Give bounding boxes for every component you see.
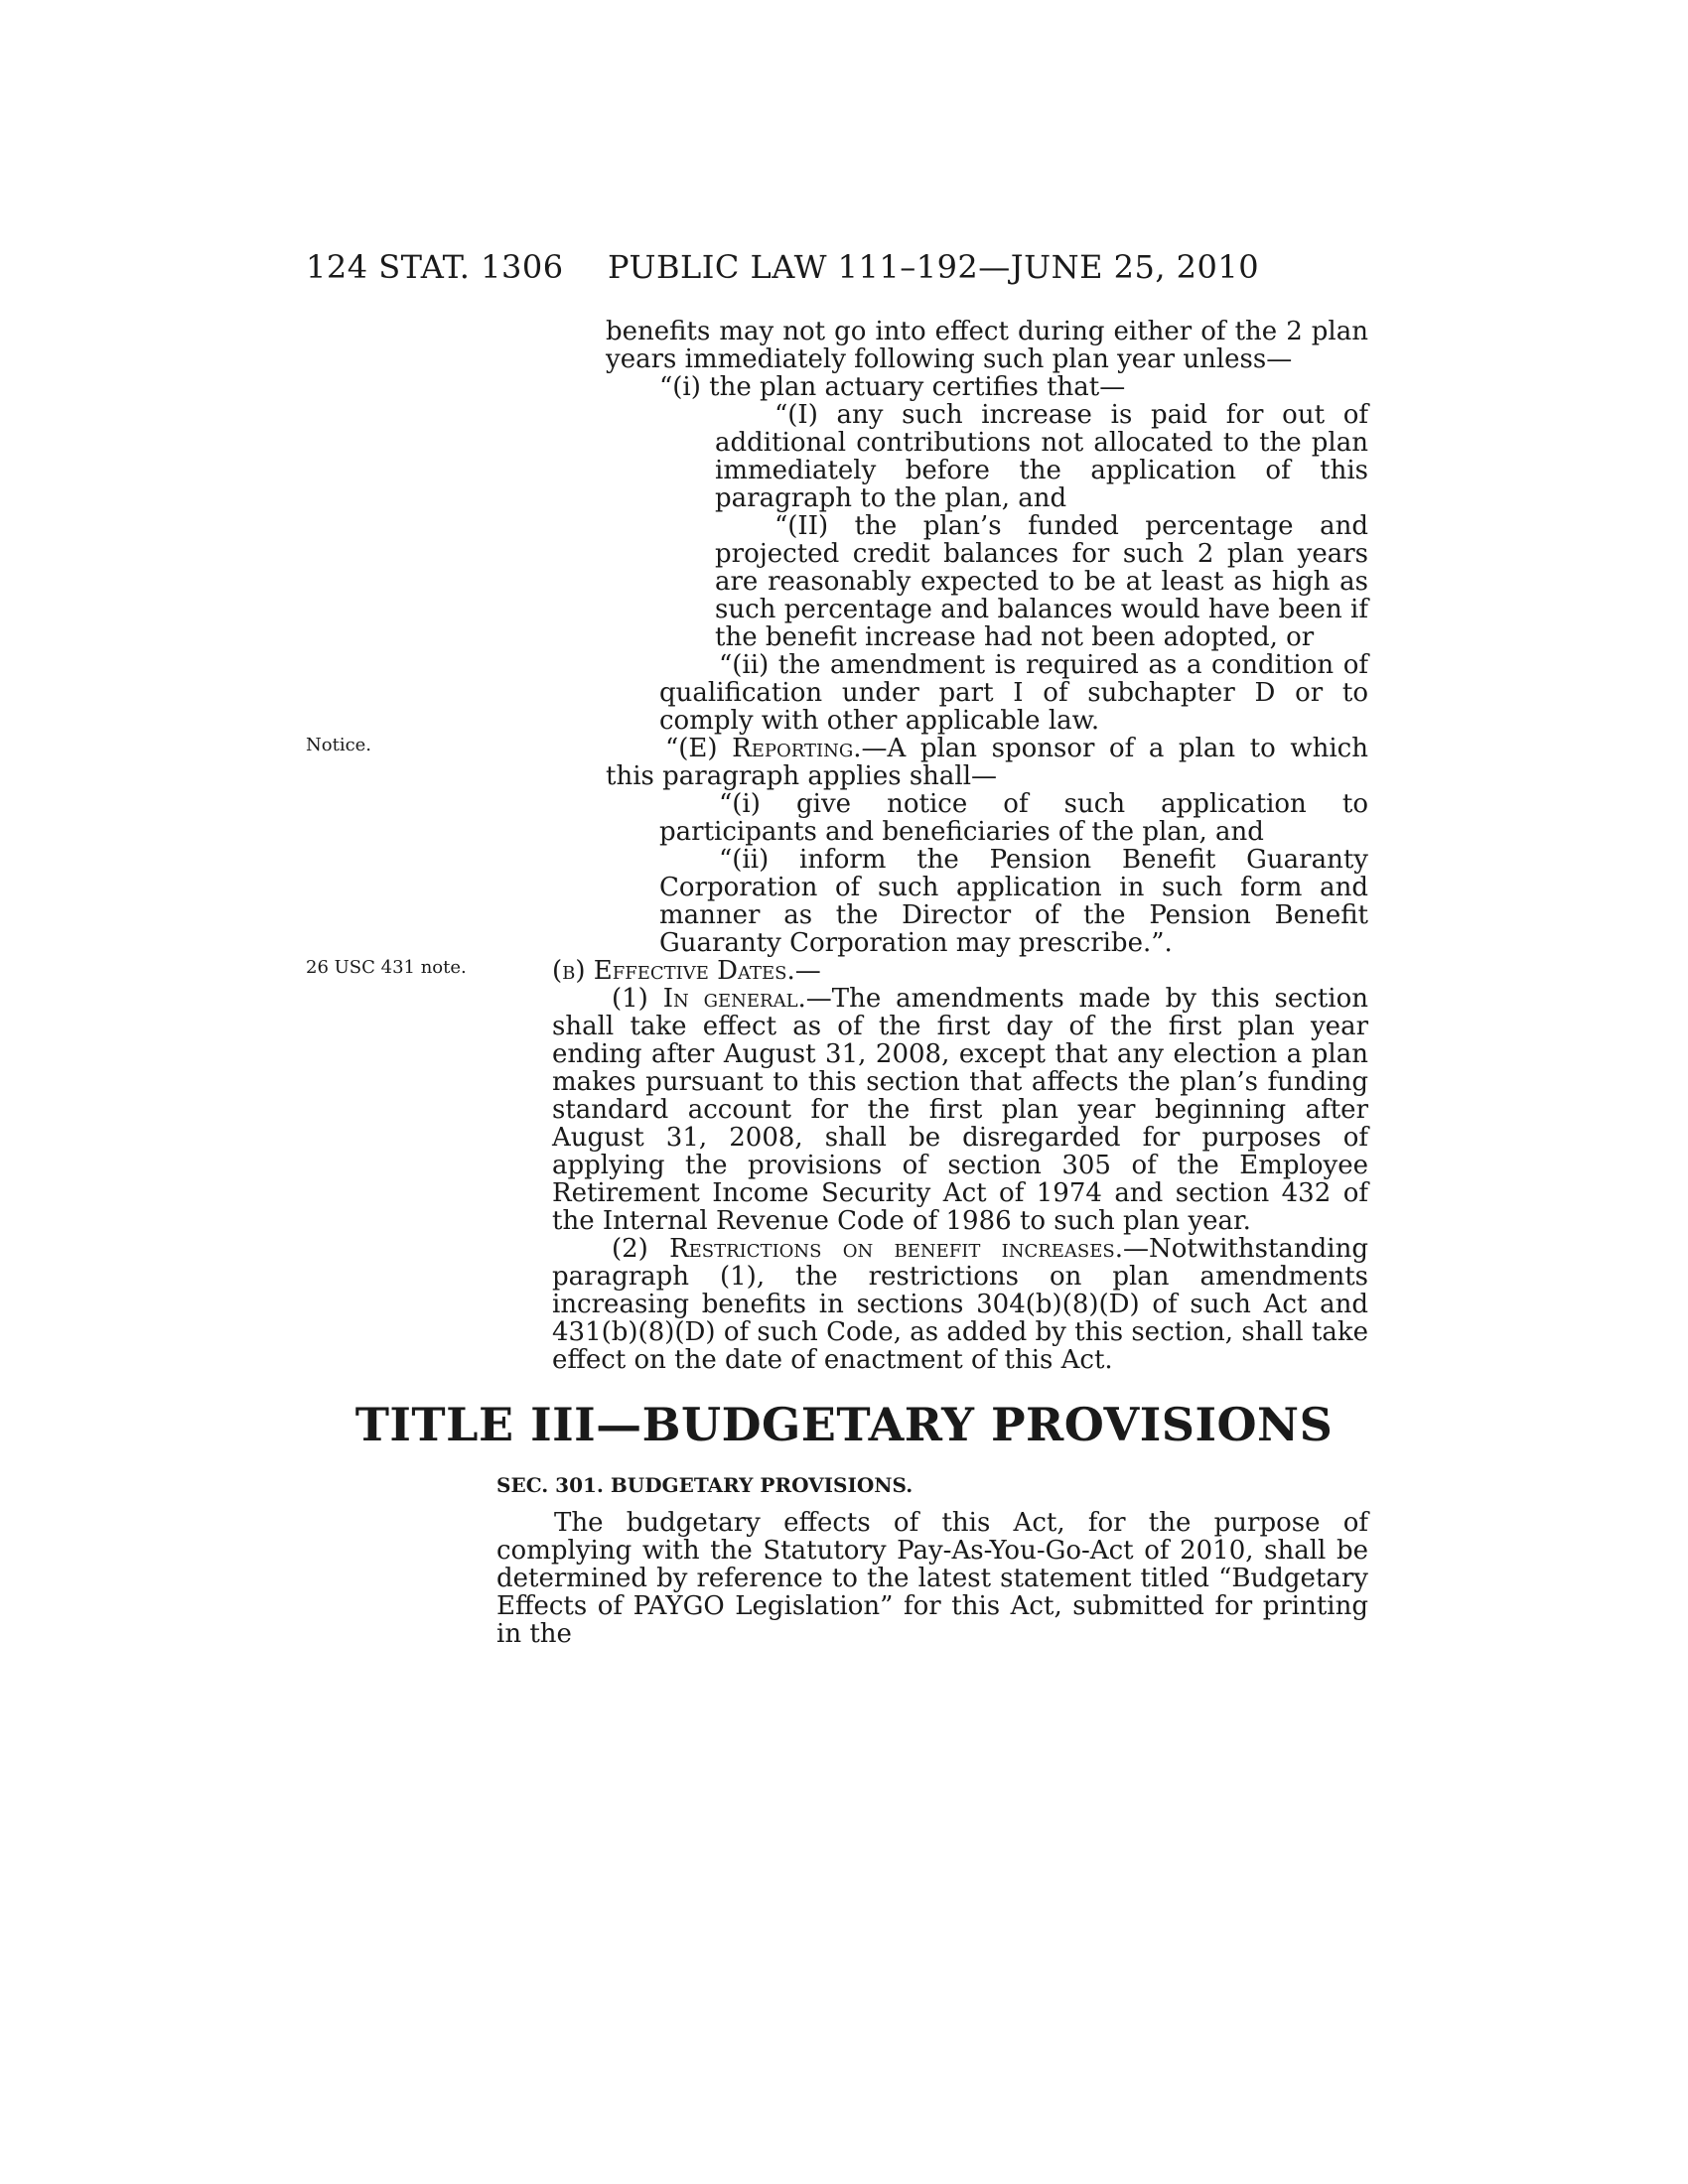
paragraph: “(ii) inform the Pension Benefit Guaranty Corporation of such application in such form and manner as the Director of the Pension Benefit Guaranty Corporation may prescribe.”. bbox=[659, 845, 1368, 958]
paragraph-text: —Notwithstanding paragraph (1), the restrictions on plan amendments increasing benefits in sections 304(b)(8)(D) of such Act and 431(b)(8)(D) of such Code, as added by this section, shall take effect on the date of enactment of this Act. bbox=[552, 1234, 1368, 1375]
paragraph-text: —The amendments made by this section shall take effect as of the first day of the first plan year ending after August 31, 2008, except that any election a plan makes pursuant to this section that affects the plan’s funding standard account for the first plan year beginning after August 31, 2008, shall be disregarded for purposes of applying the provisions of section 305 of the Employee Retirement Income Security Act of 1974 and section 432 of the Internal Revenue Code of 1986 to such plan year. bbox=[552, 984, 1368, 1236]
paragraph-heading: (1) In general. bbox=[612, 984, 806, 1014]
paragraph: The budgetary effects of this Act, for the purpose of complying with the Statutory Pay-As-You-Go-Act of 2010, shall be determined by reference to the latest statement titled “Budgetary Effects of PAYGO Legislation” for this Act, submitted for printing in the bbox=[496, 1508, 1368, 1649]
paragraph: “(ii) the amendment is required as a condition of qualification under part I of subchapter D or to comply with other applicable law. bbox=[659, 650, 1368, 736]
paragraph: “(i) the plan actuary certifies that— bbox=[659, 372, 1126, 402]
section-heading: SEC. 301. BUDGETARY PROVISIONS. bbox=[496, 1473, 914, 1497]
paragraph: benefits may not go into effect during either of the 2 plan years immediately following such plan year unless— bbox=[606, 317, 1368, 374]
margin-note-usc: 26 USC 431 note. bbox=[306, 957, 467, 978]
paragraph bbox=[606, 735, 1368, 790]
paragraph: “(II) the plan’s funded percentage and projected credit balances for such 2 plan years are reasonably expected to be at least as high as such percentage and balances would have been if the benefit increase had not been adopted, or bbox=[715, 511, 1368, 652]
stat-reference: 124 STAT. 1306 bbox=[306, 248, 564, 286]
paragraph bbox=[552, 957, 1368, 985]
paragraph bbox=[552, 1235, 1368, 1374]
section-body bbox=[496, 1509, 1368, 1648]
margin-note-notice: Notice. bbox=[306, 735, 372, 755]
paragraph-heading: (2) Restrictions on benefit increases. bbox=[612, 1234, 1123, 1264]
paragraph: “(I) any such increase is paid for out of additional contributions not allocated to the plan immediately before the application of this paragraph to the plan, and bbox=[715, 400, 1368, 513]
paragraph-text: —A plan sponsor of a plan to which this paragraph applies shall— bbox=[606, 734, 1368, 791]
subsection-heading: (b) Effective Dates. bbox=[552, 956, 795, 986]
paragraph-text: — bbox=[794, 956, 821, 986]
running-header: PUBLIC LAW 111–192—JUNE 25, 2010 bbox=[608, 248, 1260, 286]
subparagraph-heading: “(E) Reporting. bbox=[665, 734, 862, 763]
paragraph: “(i) give notice of such application to participants and beneficiaries of the plan, and bbox=[659, 789, 1368, 847]
paragraph bbox=[552, 985, 1368, 1235]
title-heading: TITLE III—BUDGETARY PROVISIONS bbox=[354, 1398, 1334, 1451]
body-text-block bbox=[552, 318, 1368, 1374]
